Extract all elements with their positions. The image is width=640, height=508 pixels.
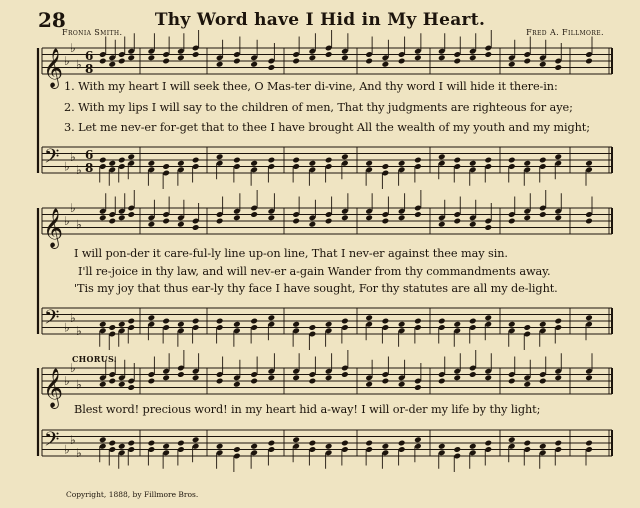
verse-2-line-2: I'll re-joice in thy law, and will nev-er a-gain Wander from thy commandments away. [78, 265, 551, 278]
flat-icon: ♭ [70, 310, 76, 325]
note-head [192, 374, 200, 381]
note-head [523, 160, 531, 167]
note-head [325, 321, 333, 328]
note-head [398, 381, 406, 388]
note-head [177, 371, 185, 378]
note-head [250, 211, 258, 218]
treble-clef-icon: 𝄞 [43, 368, 64, 408]
note-head [585, 58, 593, 65]
note-head [99, 58, 107, 65]
note-head [108, 324, 116, 331]
note-head [585, 440, 593, 447]
bass-clef-icon: 𝄢 [44, 305, 60, 334]
note-head [539, 378, 547, 385]
note-head [250, 443, 258, 450]
flat-icon: ♭ [70, 201, 76, 215]
time-signature-bottom: 8 [85, 62, 94, 76]
note-head [127, 54, 135, 61]
note-head [325, 218, 333, 225]
note-head [539, 211, 547, 218]
note-head [414, 318, 422, 325]
note-head [148, 160, 156, 167]
note-head [162, 163, 170, 170]
treble-clef-icon: 𝄞 [43, 48, 64, 88]
verse-2-line-1: 2. With my lips I will say to the children of men, That thy judgments are righteous for aye; [64, 101, 573, 114]
lyricist-credit: Fronia Smith. [62, 28, 123, 37]
note-head [469, 443, 477, 450]
note-head [382, 443, 390, 450]
hymn-title: Thy Word have I Hid in My Heart. [154, 10, 486, 30]
note-head [216, 378, 224, 385]
note-head [233, 157, 241, 164]
flat-icon: ♭ [64, 214, 70, 228]
note-head [365, 214, 373, 221]
note-head [382, 163, 390, 170]
note-head [216, 318, 224, 325]
note-head [469, 221, 477, 228]
note-head [250, 378, 258, 385]
note-head [309, 160, 317, 167]
flat-icon: ♭ [70, 432, 76, 447]
note-head [250, 61, 258, 68]
flat-icon: ♭ [76, 162, 82, 177]
note-head [108, 160, 116, 167]
note-head [177, 221, 185, 228]
verse-1-line-1: 1. With my heart I will seek thee, O Mas-ter di-vine, And thy word I will hide it there-in: [64, 80, 558, 93]
verse-3-line-1: 3. Let me nev-er for-get that to thee I have brought All the wealth of my youth and my might; [64, 121, 590, 134]
flat-icon: ♭ [70, 361, 76, 375]
note-head [118, 157, 126, 164]
note-head [127, 211, 135, 218]
note-head [309, 324, 317, 331]
note-head [382, 318, 390, 325]
note-head [554, 64, 562, 71]
note-head [398, 440, 406, 447]
note-head [108, 61, 116, 68]
chorus-label: CHORUS. [72, 354, 117, 364]
note-head [148, 221, 156, 228]
note-head [523, 214, 531, 221]
note-head [365, 440, 373, 447]
note-head [438, 318, 446, 325]
flat-icon: ♭ [70, 149, 76, 164]
note-head [484, 224, 492, 231]
note-head [341, 318, 349, 325]
note-head [382, 378, 390, 385]
note-head [365, 381, 373, 388]
note-head [453, 321, 461, 328]
note-head [148, 440, 156, 447]
note-head [268, 440, 276, 447]
note-head [341, 371, 349, 378]
note-head [250, 318, 258, 325]
note-head [268, 314, 276, 321]
time-signature-top: 6 [85, 148, 94, 162]
note-head [523, 381, 531, 388]
note-head [250, 160, 258, 167]
note-head [108, 440, 116, 447]
note-head [484, 157, 492, 164]
note-head [508, 157, 516, 164]
note-head [292, 374, 300, 381]
note-head [99, 381, 107, 388]
flat-icon: ♭ [70, 41, 76, 55]
note-head [292, 218, 300, 225]
note-head [325, 51, 333, 58]
note-head [414, 211, 422, 218]
note-head [118, 214, 126, 221]
note-head [508, 61, 516, 68]
note-head [162, 318, 170, 325]
note-head [508, 321, 516, 328]
note-head [162, 58, 170, 65]
note-head [554, 374, 562, 381]
note-head [325, 157, 333, 164]
composer-credit: Fred A. Fillmore. [526, 28, 604, 37]
flat-icon: ♭ [76, 377, 82, 392]
time-signature-bottom: 8 [85, 161, 94, 175]
note-head [118, 443, 126, 450]
note-head [309, 440, 317, 447]
note-head [192, 224, 200, 231]
note-head [453, 157, 461, 164]
note-head [523, 58, 531, 65]
note-head [309, 54, 317, 61]
note-head [177, 54, 185, 61]
note-head [539, 443, 547, 450]
time-signature-top: 6 [85, 49, 94, 63]
note-head [148, 314, 156, 321]
note-head [325, 443, 333, 450]
note-head [365, 314, 373, 321]
flat-icon: ♭ [64, 374, 70, 388]
note-head [539, 321, 547, 328]
note-head [365, 160, 373, 167]
note-head [469, 54, 477, 61]
note-head [523, 440, 531, 447]
note-head [523, 324, 531, 331]
note-head [148, 54, 156, 61]
note-head [268, 157, 276, 164]
flat-icon: ♭ [64, 320, 70, 335]
verse-1-line-2: I will pon-der it care-ful-ly line up-on line, That I nev-er against thee may sin. [74, 247, 508, 260]
note-head [438, 54, 446, 61]
note-head [309, 378, 317, 385]
note-head [453, 446, 461, 453]
note-head [309, 221, 317, 228]
note-head [438, 153, 446, 160]
note-head [585, 374, 593, 381]
note-head [508, 436, 516, 443]
note-head [162, 374, 170, 381]
note-head [192, 318, 200, 325]
treble-clef-icon: 𝄞 [43, 208, 64, 248]
note-head [539, 61, 547, 68]
note-head [508, 218, 516, 225]
note-head [268, 374, 276, 381]
note-head [127, 384, 135, 391]
note-head [216, 443, 224, 450]
note-head [453, 218, 461, 225]
flat-icon: ♭ [64, 54, 70, 68]
note-head [554, 318, 562, 325]
note-head [469, 371, 477, 378]
note-head [99, 321, 107, 328]
note-head [127, 153, 135, 160]
note-head [233, 58, 241, 65]
note-head [216, 218, 224, 225]
note-head [508, 378, 516, 385]
note-head [438, 378, 446, 385]
note-head [398, 160, 406, 167]
flat-icon: ♭ [76, 323, 82, 338]
note-head [216, 61, 224, 68]
note-head [398, 321, 406, 328]
flat-icon: ♭ [64, 442, 70, 457]
note-head [554, 153, 562, 160]
note-head [453, 58, 461, 65]
note-head [539, 157, 547, 164]
note-head [469, 160, 477, 167]
note-head [585, 218, 593, 225]
note-head [484, 51, 492, 58]
note-head [99, 214, 107, 221]
note-head [292, 321, 300, 328]
note-head [469, 318, 477, 325]
note-head [192, 51, 200, 58]
note-head [216, 153, 224, 160]
note-head [233, 381, 241, 388]
note-head [177, 160, 185, 167]
note-head [382, 61, 390, 68]
note-head [365, 58, 373, 65]
note-head [233, 214, 241, 221]
note-head [148, 378, 156, 385]
note-head [192, 436, 200, 443]
note-head [341, 214, 349, 221]
note-head [162, 443, 170, 450]
flat-icon: ♭ [64, 159, 70, 174]
note-head [118, 58, 126, 65]
note-head [108, 378, 116, 385]
note-head [414, 384, 422, 391]
note-head [414, 157, 422, 164]
note-head [292, 58, 300, 65]
copyright-notice: Copyright, 1888, by Fillmore Bros. [66, 490, 199, 499]
note-head [398, 58, 406, 65]
note-head [99, 436, 107, 443]
note-head [585, 160, 593, 167]
note-head [453, 374, 461, 381]
note-head [414, 436, 422, 443]
note-head [118, 381, 126, 388]
verse-3-line-2: 'Tis my joy that thus ear-ly thy face I have sought, For thy statutes are all my de-light. [74, 282, 558, 295]
note-head [177, 321, 185, 328]
note-head [438, 221, 446, 228]
note-head [233, 321, 241, 328]
note-head [341, 153, 349, 160]
note-head [127, 440, 135, 447]
note-head [99, 157, 107, 164]
note-head [554, 214, 562, 221]
note-head [398, 214, 406, 221]
note-head [177, 440, 185, 447]
note-head [484, 314, 492, 321]
page-number: 28 [38, 8, 66, 32]
note-head [192, 157, 200, 164]
note-head [118, 321, 126, 328]
note-head [341, 54, 349, 61]
note-head [484, 440, 492, 447]
note-head [292, 436, 300, 443]
note-head [127, 318, 135, 325]
flat-icon: ♭ [76, 445, 82, 460]
note-head [268, 214, 276, 221]
bass-clef-icon: 𝄢 [44, 144, 60, 173]
note-head [108, 218, 116, 225]
bass-clef-icon: 𝄢 [44, 427, 60, 456]
note-head [292, 157, 300, 164]
note-head [233, 446, 241, 453]
note-head [554, 440, 562, 447]
note-head [268, 64, 276, 71]
note-head [162, 218, 170, 225]
note-head [585, 314, 593, 321]
note-head [484, 374, 492, 381]
note-head [341, 440, 349, 447]
note-head [325, 374, 333, 381]
note-head [438, 443, 446, 450]
flat-icon: ♭ [76, 217, 82, 232]
note-head [414, 54, 422, 61]
flat-icon: ♭ [76, 57, 82, 72]
chorus-lyric: Blest word! precious word! in my heart hid a-way! I will or-der my life by thy light; [74, 403, 541, 416]
note-head [382, 218, 390, 225]
